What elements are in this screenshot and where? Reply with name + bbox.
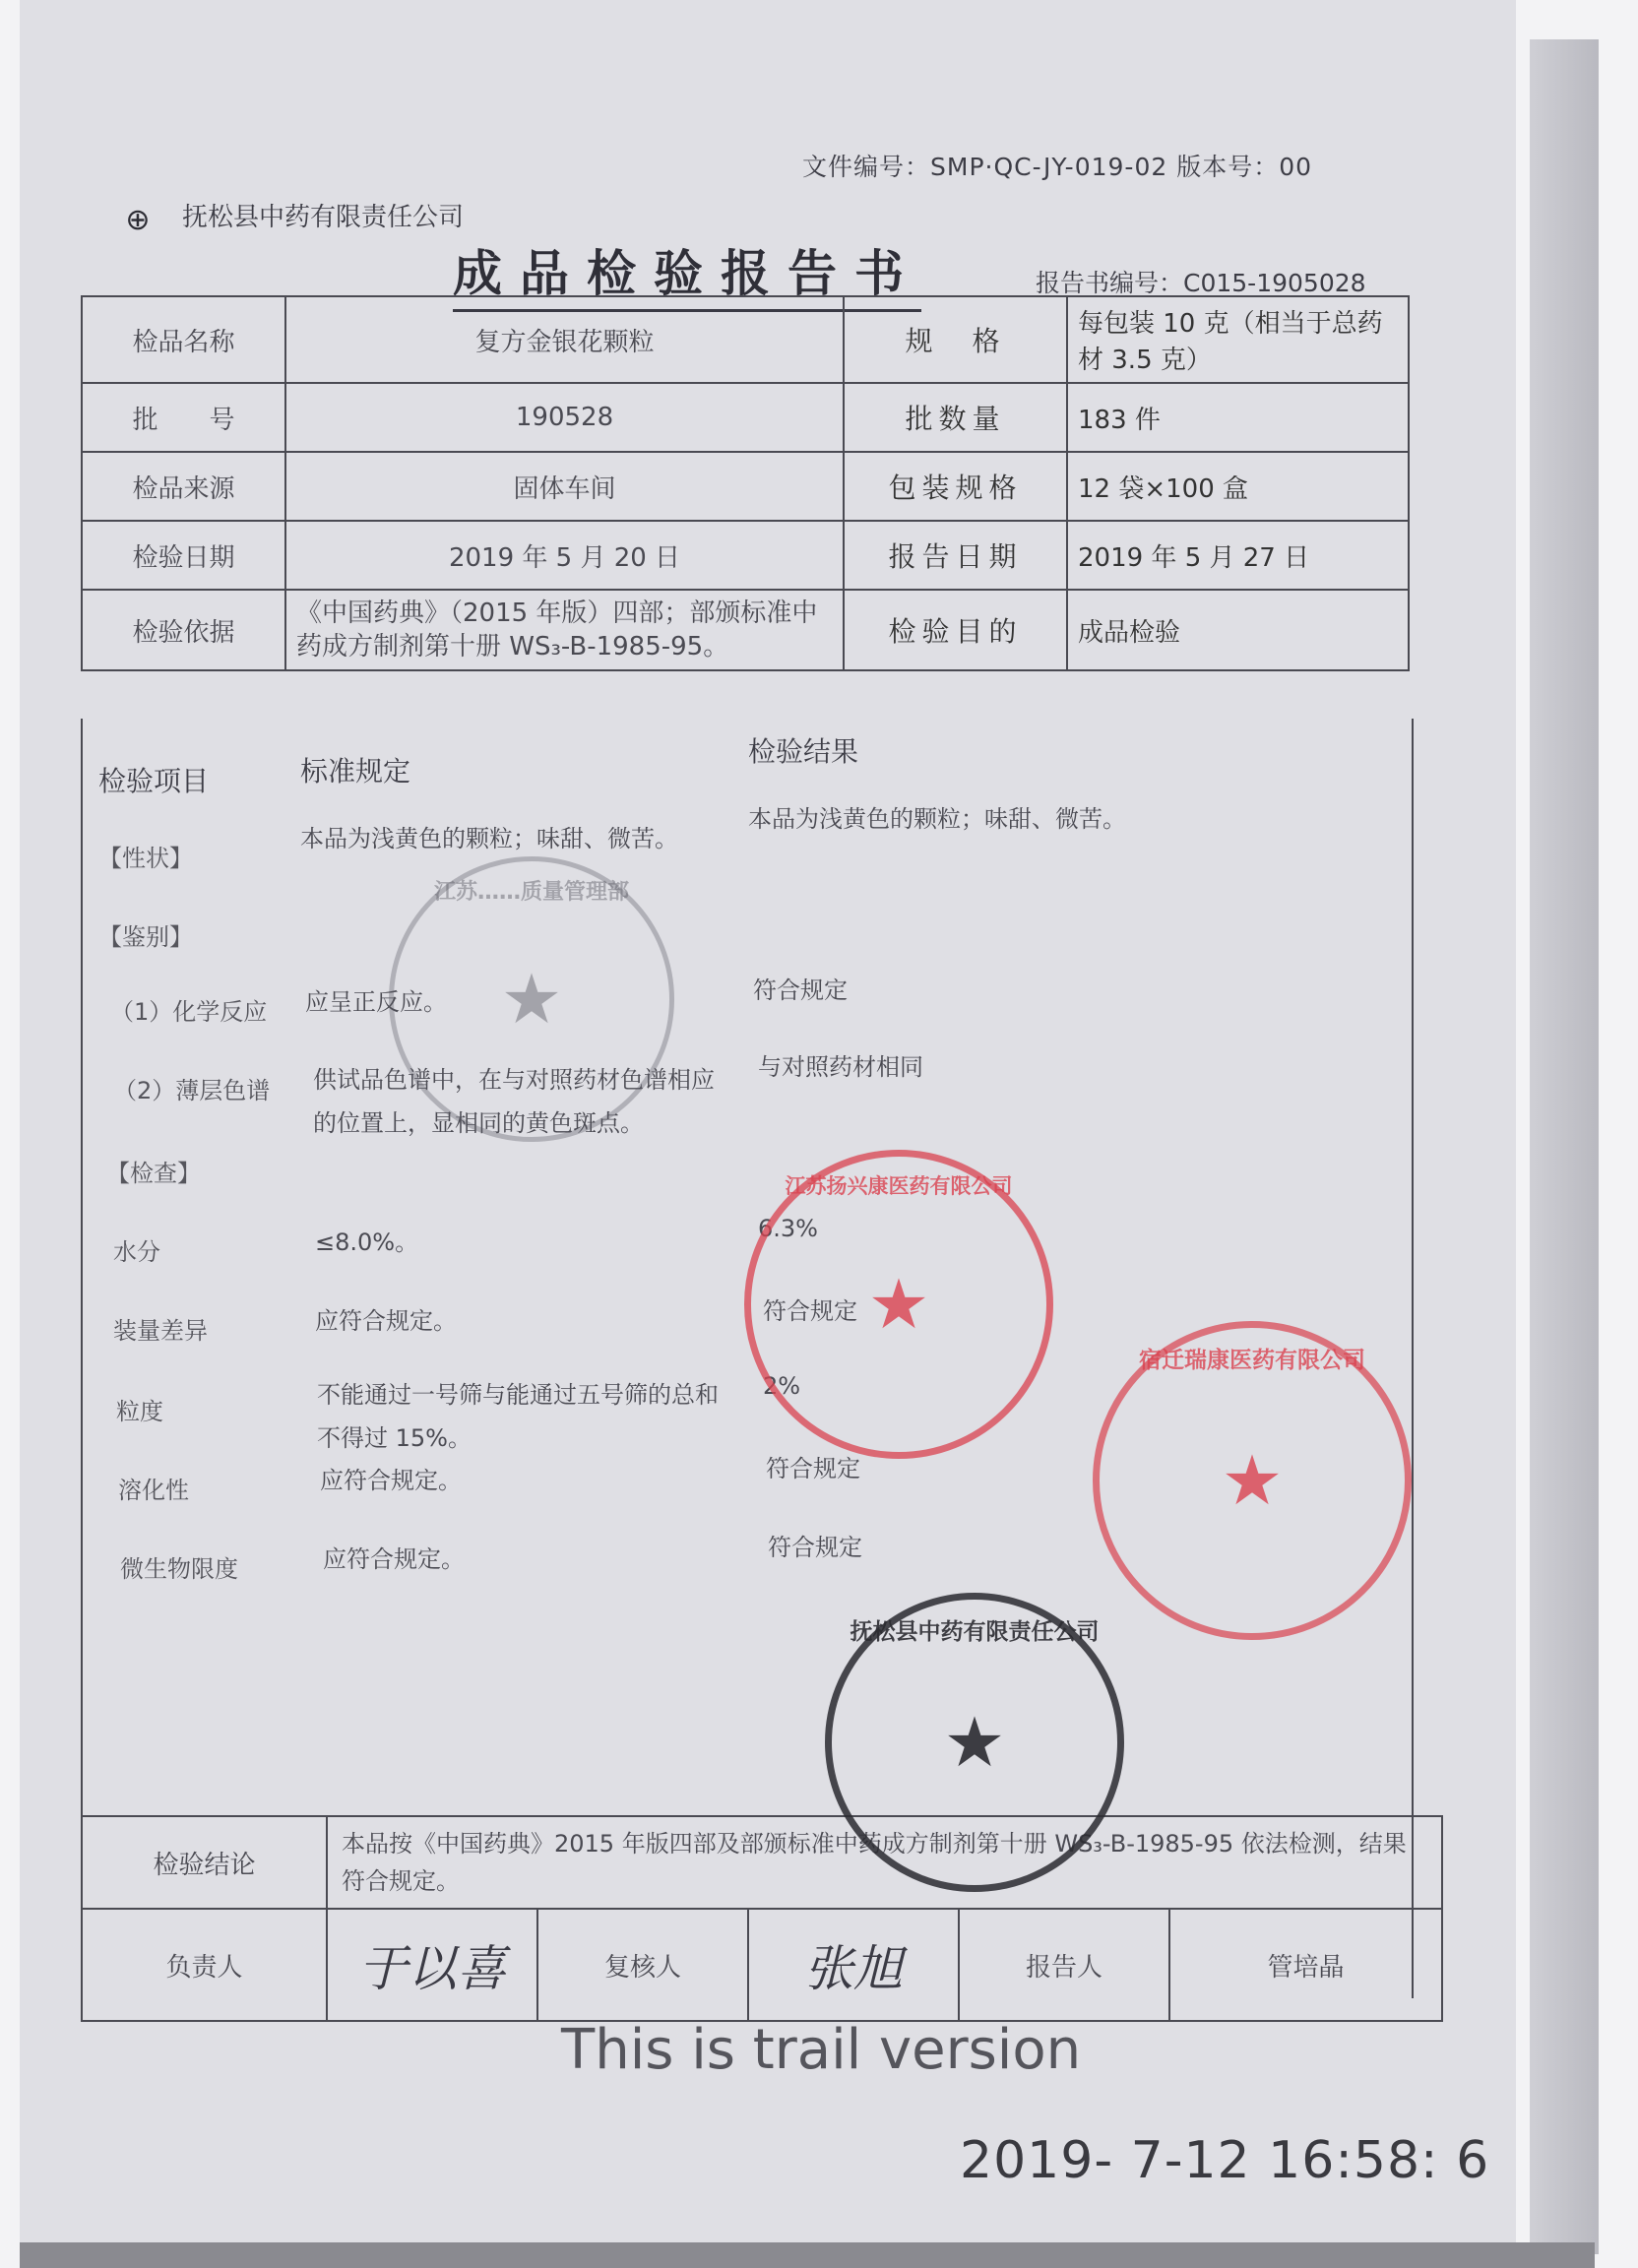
star-icon: ★ bbox=[500, 959, 563, 1040]
fill-result: 符合规定 bbox=[763, 1297, 857, 1325]
reporter-name: 管培晶 bbox=[1169, 1909, 1442, 2021]
conclusion-label: 检验结论 bbox=[82, 1816, 327, 1909]
conclusion-text: 本品按《中国药典》2015 年版四部及部颁标准中药成方制剂第十册 WS₃-B-1985-95 依法检测，结果符合规定。 bbox=[327, 1816, 1442, 1909]
col-header-result: 检验结果 bbox=[748, 735, 859, 768]
solubility-standard: 应符合规定。 bbox=[320, 1467, 462, 1494]
section-character: 【性状】 bbox=[98, 845, 193, 872]
table-row bbox=[82, 452, 1409, 521]
star-icon: ★ bbox=[1221, 1440, 1284, 1521]
trial-watermark: This is trail version bbox=[561, 2018, 1082, 2082]
product-value: 复方金银花颗粒 bbox=[285, 296, 844, 383]
tlc-item: （2）薄层色谱 bbox=[113, 1077, 271, 1104]
black-stamp bbox=[825, 1593, 1124, 1892]
source-value: 固体车间 bbox=[285, 452, 844, 521]
table-row bbox=[82, 590, 1409, 670]
granule-item: 粒度 bbox=[116, 1398, 163, 1425]
page-title: 成品检验报告书 bbox=[453, 234, 921, 312]
character-result: 本品为浅黄色的颗粒；味甜、微苦。 bbox=[748, 805, 1126, 833]
basis-label: 检验依据 bbox=[82, 590, 285, 670]
file-number: 文件编号：SMP·QC-JY-019-02 版本号：00 bbox=[802, 153, 1313, 181]
micro-standard: 应符合规定。 bbox=[323, 1545, 465, 1573]
signoff-table bbox=[81, 1815, 1443, 2022]
report-number: 报告书编号：C015-1905028 bbox=[1036, 269, 1366, 297]
character-standard: 本品为浅黄色的颗粒；味甜、微苦。 bbox=[300, 825, 678, 852]
table-row bbox=[82, 296, 1409, 383]
product-label: 检品名称 bbox=[82, 296, 285, 383]
granule-standard: 不能通过一号筛与能通过五号筛的总和不得过 15%。 bbox=[317, 1381, 719, 1452]
gray-stamp bbox=[389, 856, 674, 1142]
purpose-value: 成品检验 bbox=[1067, 590, 1409, 670]
col-header-item: 检验项目 bbox=[98, 765, 210, 797]
section-identification: 【鉴别】 bbox=[98, 923, 193, 951]
table-row bbox=[82, 383, 1409, 452]
tlc-result: 与对照药材相同 bbox=[758, 1053, 923, 1081]
company-name: 抚松县中药有限责任公司 bbox=[182, 203, 465, 232]
company-logo-icon: ⊕ bbox=[125, 203, 151, 237]
red-stamp-right-text: 宿迁瑞康医药有限公司 bbox=[1139, 1348, 1365, 1373]
report-date-value: 2019 年 5 月 27 日 bbox=[1067, 521, 1409, 590]
pack-label: 包装规格 bbox=[844, 452, 1067, 521]
qty-value: 183 件 bbox=[1067, 383, 1409, 452]
col-header-standard: 标准规定 bbox=[300, 755, 411, 788]
reporter-label: 报告人 bbox=[959, 1909, 1169, 2021]
reviewer-signature-text: 张旭 bbox=[804, 1940, 903, 1997]
report-date-label: 报告日期 bbox=[844, 521, 1067, 590]
fill-standard: 应符合规定。 bbox=[315, 1307, 457, 1335]
black-stamp-text: 抚松县中药有限责任公司 bbox=[850, 1619, 1100, 1645]
basis-value: 《中国药典》（2015 年版）四部；部颁标准中药成方制剂第十册 WS₃-B-1985-95。 bbox=[285, 590, 844, 670]
scan-timestamp: 2019- 7-12 16:58: 6 bbox=[960, 2131, 1490, 2190]
responsible-label: 负责人 bbox=[82, 1909, 327, 2021]
star-icon: ★ bbox=[943, 1702, 1006, 1783]
batch-value: 190528 bbox=[285, 383, 844, 452]
chem-standard: 应呈正反应。 bbox=[305, 988, 447, 1016]
spec-label: 规 格 bbox=[844, 296, 1067, 383]
table-row bbox=[82, 1816, 1442, 1909]
water-result: 6.3% bbox=[758, 1215, 818, 1242]
scan-bottom-strip bbox=[20, 2242, 1595, 2268]
red-stamp-left bbox=[744, 1150, 1053, 1459]
gray-stamp-text: 江苏……质量管理部 bbox=[433, 880, 629, 905]
micro-item: 微生物限度 bbox=[120, 1555, 238, 1583]
tlc-standard: 供试品色谱中，在与对照药材色谱相应的位置上，显相同的黄色斑点。 bbox=[313, 1066, 715, 1137]
responsible-signature-text: 于以喜 bbox=[358, 1940, 506, 1997]
purpose-label: 检验目的 bbox=[844, 590, 1067, 670]
batch-label: 批 号 bbox=[82, 383, 285, 452]
solubility-result: 符合规定 bbox=[766, 1455, 860, 1482]
test-date-value: 2019 年 5 月 20 日 bbox=[285, 521, 844, 590]
water-item: 水分 bbox=[113, 1238, 160, 1266]
reviewer-signature bbox=[748, 1909, 959, 2021]
chem-result: 符合规定 bbox=[753, 976, 848, 1004]
table-row bbox=[82, 521, 1409, 590]
granule-result: 2% bbox=[763, 1372, 801, 1400]
star-icon: ★ bbox=[867, 1264, 930, 1345]
qty-label: 批数量 bbox=[844, 383, 1067, 452]
info-table bbox=[81, 295, 1410, 671]
solubility-item: 溶化性 bbox=[118, 1477, 189, 1504]
chem-item: （1）化学反应 bbox=[110, 998, 268, 1026]
micro-result: 符合规定 bbox=[768, 1534, 862, 1561]
responsible-signature bbox=[327, 1909, 537, 2021]
red-stamp-left-text: 江苏扬兴康医药有限公司 bbox=[785, 1174, 1013, 1198]
scan-edge-shadow bbox=[1530, 39, 1599, 2254]
test-date-label: 检验日期 bbox=[82, 521, 285, 590]
spec-value: 每包装 10 克（相当于总药材 3.5 克） bbox=[1067, 296, 1409, 383]
red-stamp-right bbox=[1093, 1321, 1412, 1640]
section-check: 【检查】 bbox=[106, 1160, 201, 1187]
fill-item: 装量差异 bbox=[113, 1317, 208, 1345]
water-standard: ≤8.0%。 bbox=[315, 1228, 419, 1256]
reviewer-label: 复核人 bbox=[537, 1909, 748, 2021]
source-label: 检品来源 bbox=[82, 452, 285, 521]
pack-value: 12 袋×100 盒 bbox=[1067, 452, 1409, 521]
table-row bbox=[82, 1909, 1442, 2021]
